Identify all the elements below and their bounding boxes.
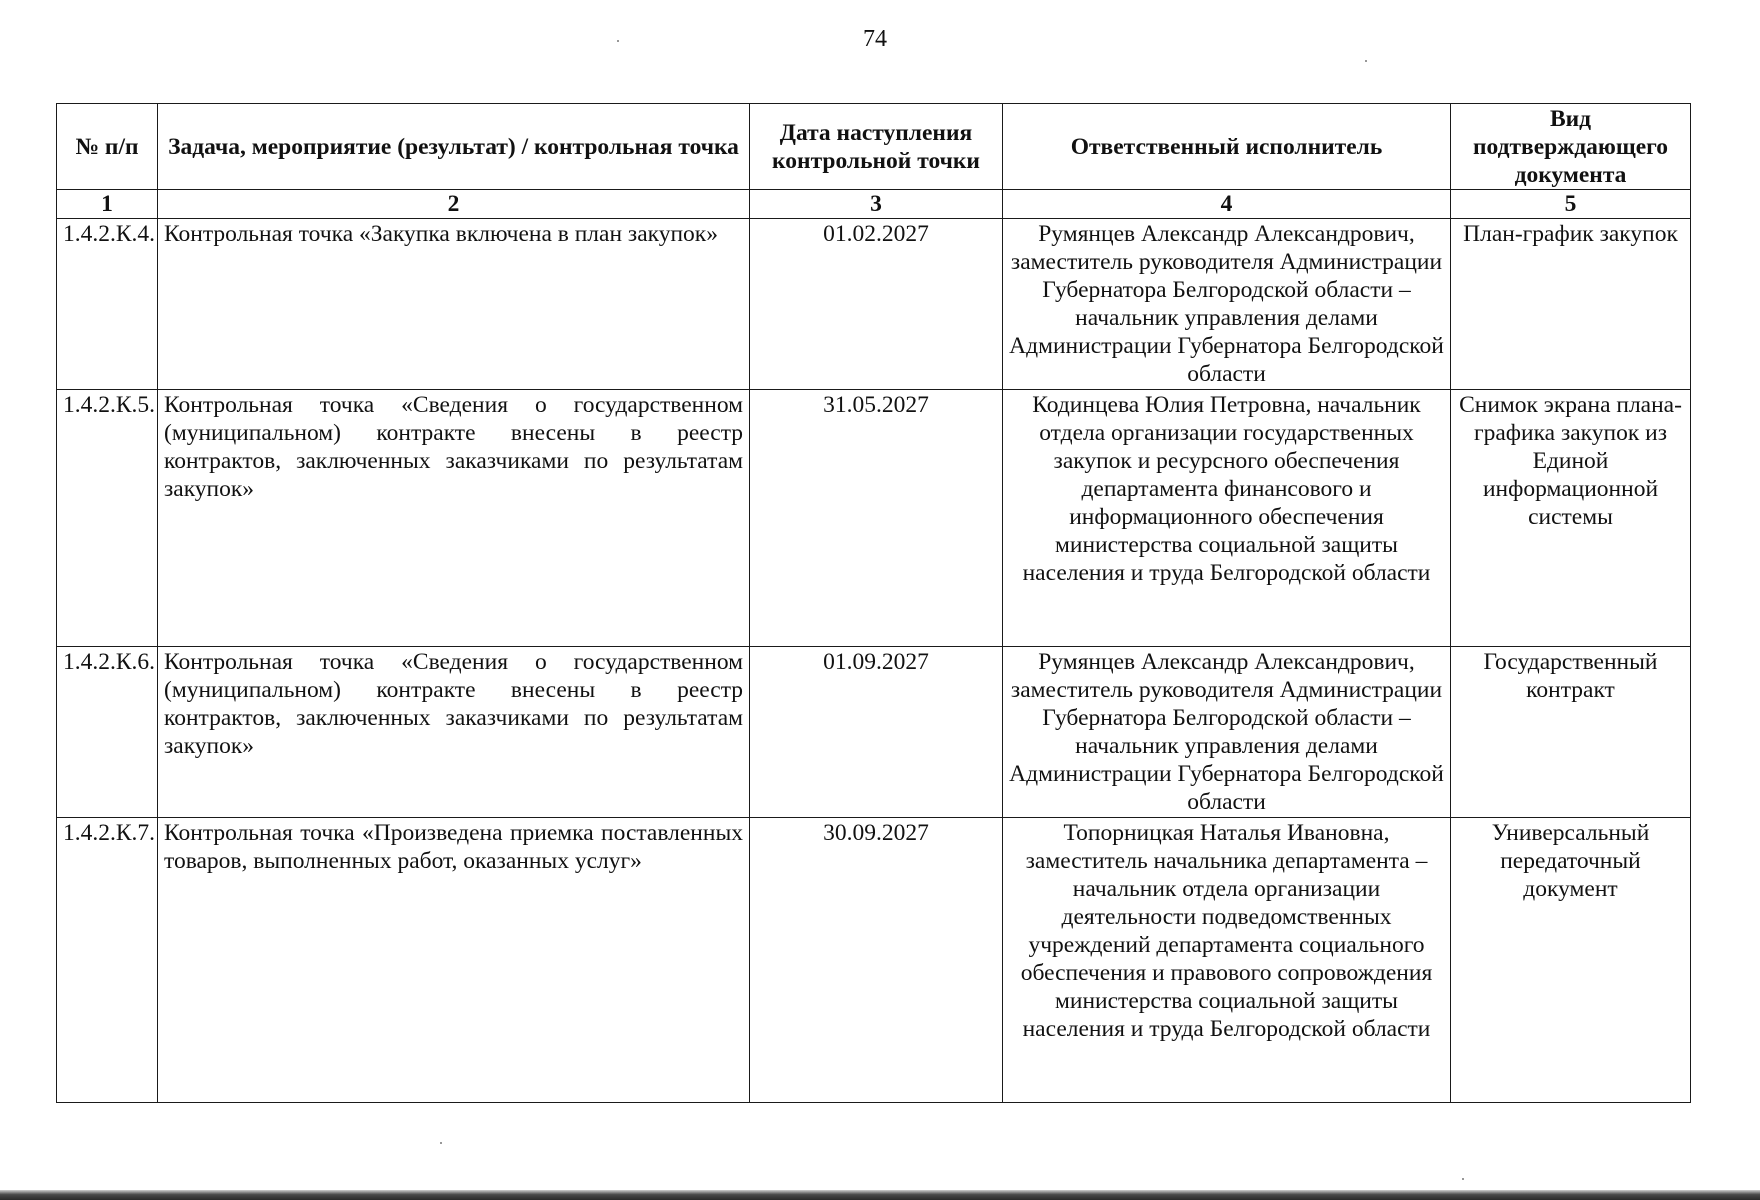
column-number: 2 — [158, 190, 750, 219]
row-date: 01.02.2027 — [750, 219, 1003, 390]
row-responsible: Румянцев Александр Александрович, заместитель руководителя Администрации Губернатора Белгородской области – начальник управления делами Администрации Губернатора Белгородской области — [1003, 647, 1451, 818]
column-number: 3 — [750, 190, 1003, 219]
column-number: 4 — [1003, 190, 1451, 219]
page-number: 74 — [863, 26, 887, 52]
table-row — [57, 818, 1691, 1103]
row-task: Контрольная точка «Закупка включена в план закупок» — [158, 219, 750, 390]
row-document: Снимок экрана плана-графика закупок из Единой информационной системы — [1451, 390, 1691, 647]
header-responsible: Ответственный исполнитель — [1003, 104, 1451, 190]
column-number: 5 — [1451, 190, 1691, 219]
row-date: 31.05.2027 — [750, 390, 1003, 647]
column-number: 1 — [57, 190, 158, 219]
scan-speck — [617, 40, 619, 42]
row-task: Контрольная точка «Сведения о государственном (муниципальном) контракте внесены в реестр контрактов, заключенных заказчиками по результатам закупок» — [158, 390, 750, 647]
row-id: 1.4.2.К.7. — [57, 818, 158, 1103]
row-id: 1.4.2.К.4. — [57, 219, 158, 390]
row-task: Контрольная точка «Произведена приемка поставленных товаров, выполненных работ, оказанных услуг» — [158, 818, 750, 1103]
row-responsible: Топорницкая Наталья Ивановна, заместитель начальника департамента – начальник отдела организации деятельности подведомственных учреждений департамента социального обеспечения и правового сопровождения министерства социальной защиты населения и труда Белгородской области — [1003, 818, 1451, 1103]
row-date: 01.09.2027 — [750, 647, 1003, 818]
row-document: Государственный контракт — [1451, 647, 1691, 818]
scan-speck — [440, 1142, 442, 1144]
row-id: 1.4.2.К.5. — [57, 390, 158, 647]
row-task: Контрольная точка «Сведения о государственном (муниципальном) контракте внесены в реестр контрактов, заключенных заказчиками по результатам закупок» — [158, 647, 750, 818]
scan-speck — [1365, 60, 1367, 62]
row-responsible: Румянцев Александр Александрович, заместитель руководителя Администрации Губернатора Белгородской области – начальник управления делами Администрации Губернатора Белгородской области — [1003, 219, 1451, 390]
row-document: Универсальный передаточный документ — [1451, 818, 1691, 1103]
row-date: 30.09.2027 — [750, 818, 1003, 1103]
row-responsible: Кодинцева Юлия Петровна, начальник отдела организации государственных закупок и ресурсного обеспечения департамента финансового и информационного обеспечения министерства социальной защиты населения и труда Белгородской области — [1003, 390, 1451, 647]
table-row — [57, 647, 1691, 818]
row-id: 1.4.2.К.6. — [57, 647, 158, 818]
row-document: План-график закупок — [1451, 219, 1691, 390]
scan-bottom-edge — [0, 1190, 1760, 1200]
scan-speck — [1462, 1178, 1464, 1180]
table-row — [57, 219, 1691, 390]
header-number: № п/п — [57, 104, 158, 190]
header-task: Задача, мероприятие (результат) / контрольная точка — [158, 104, 750, 190]
header-document-type: Вид подтверждающего документа — [1451, 104, 1691, 190]
table-row — [57, 390, 1691, 647]
column-numbers-row — [57, 190, 1691, 219]
control-points-table — [56, 103, 1691, 1103]
header-date: Дата наступления контрольной точки — [750, 104, 1003, 190]
table-header-row — [57, 104, 1691, 190]
